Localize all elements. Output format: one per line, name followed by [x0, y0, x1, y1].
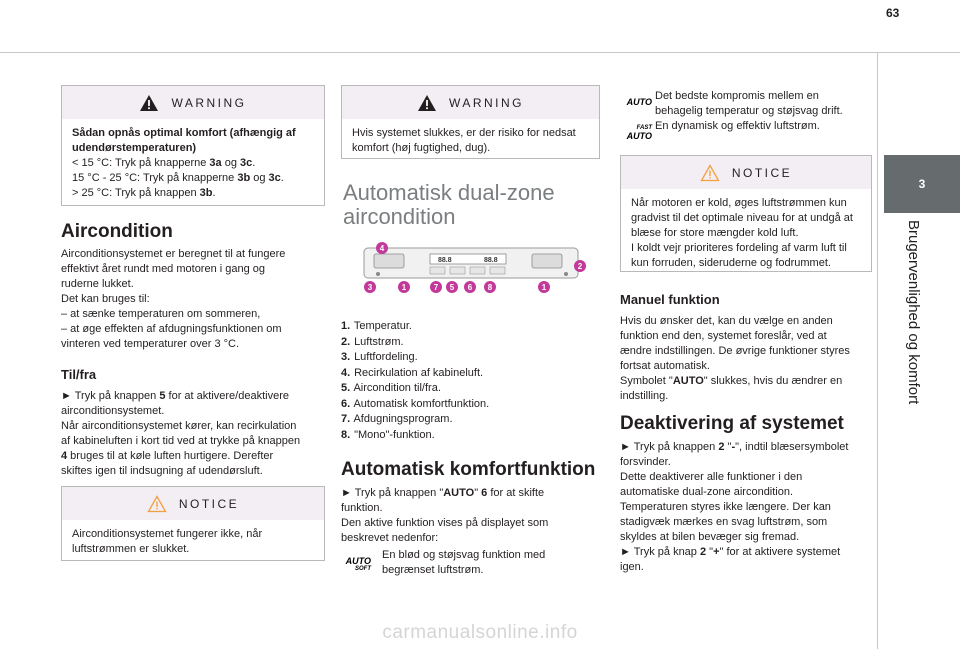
- callout-5: [446, 281, 458, 293]
- svg-text:1: 1: [401, 283, 407, 292]
- aircondition-body: Airconditionsystemet er beregnet til at fungere effektivt året rundt med motoren i gang og ruderne lukket. Det kan bruges til: – at sænke temperaturen om sommeren, – at øge effekten af afdugningsfunktionen om vinteren ved temperaturer over 3 °C.: [61, 248, 286, 350]
- notice-icon: [700, 164, 720, 182]
- notice-box-3: [620, 155, 872, 272]
- warning-box-1: [61, 85, 325, 206]
- legend-list: [341, 319, 601, 443]
- auto-fast-icon: FAST AUTO: [626, 125, 652, 141]
- callout-2: [574, 260, 586, 272]
- callout-1a: [398, 281, 410, 293]
- list-item: 3. Luftfordeling.: [341, 351, 418, 363]
- warning-title: WARNING: [448, 95, 525, 110]
- page-number: 63: [886, 6, 900, 20]
- auto-comfort-title: Automatisk komfortfunktion: [341, 459, 596, 480]
- aircondition-title: Aircondition: [61, 221, 173, 242]
- warning-line-3: > 25 °C: Tryk på knappen 3b.: [72, 187, 216, 199]
- warning-box-2: [341, 85, 600, 159]
- auto-soft-text: En blød og støjsvag funktion med begrænset luftstrøm.: [382, 549, 546, 576]
- svg-text:4: 4: [379, 244, 385, 253]
- notice-icon: [147, 495, 167, 513]
- auto-normal-text: Det bedste kompromis mellem en behagelig temperatur og støjsvag drift. En dynamisk og effektiv luftstrøm.: [655, 90, 843, 132]
- deactivation-title: Deaktivering af systemet: [620, 413, 844, 434]
- warning-heading: Sådan opnås optimal komfort (afhængig af udendørstemperaturen): [72, 127, 296, 154]
- callout-6: [464, 281, 476, 293]
- warning-body: Hvis systemet slukkes, er der risiko for nedsat komfort (høj fugtighed, dug).: [352, 127, 576, 154]
- callout-8: [484, 281, 496, 293]
- svg-text:6: 6: [467, 283, 473, 292]
- warning-icon: [139, 94, 159, 112]
- svg-text:7: 7: [433, 283, 439, 292]
- deactivation-body: ► Tryk på knappen 2 "-", indtil blæsersymbolet forsvinder. Dette deaktiverer alle funktioner i den automatiske dual-zone aircondition. Temperaturen styres ikke længere. Der kan stadigvæk mærkes en svag luftstrøm, som skyldes at bilen bevæger sig fremad. ► Tryk på knap 2 "+" for at aktivere systemet igen.: [620, 441, 849, 573]
- svg-text:3: 3: [367, 283, 373, 292]
- svg-text:5: 5: [449, 283, 455, 292]
- list-item: 5. Aircondition til/fra.: [341, 382, 441, 394]
- callout-1b: [538, 281, 550, 293]
- notice-title: NOTICE: [731, 165, 793, 180]
- list-item: 6. Automatisk komfortfunktion.: [341, 397, 490, 410]
- svg-text:8: 8: [487, 283, 493, 292]
- watermark[interactable]: carmanualsonline.info: [382, 622, 578, 643]
- top-rule: [0, 52, 960, 53]
- tilfra-title: Til/fra: [61, 367, 97, 382]
- chapter-title: Brugervenlighed og komfort: [905, 220, 922, 405]
- manual-body: Hvis du ønsker det, kan du vælge en anden funktion end den, systemet foreslår, ved at ændre indstillingen. De øvrige funktioner styres fortsat automatisk. Symbolet "AUTO" slukkes, hvis du ændrer en indstilling.: [620, 315, 850, 402]
- manual-title: Manuel funktion: [620, 292, 720, 307]
- list-item: 2. Luftstrøm.: [341, 335, 404, 348]
- notice-body: Når motoren er kold, øges luftstrømmen kun gradvist til det optimale niveau for at undgå at blæse for store mængder kold luft. I koldt vejr prioriteres fordeling af varm luft til kun forruden, sideruderne og fodrummet.: [631, 197, 853, 269]
- notice-body: Airconditionsystemet fungerer ikke, når luftstrømmen er slukket.: [72, 528, 263, 555]
- display-right: 88.8: [484, 257, 498, 264]
- warning-icon: [417, 94, 437, 112]
- list-item: 4. Recirkulation af kabineluft.: [341, 366, 484, 379]
- svg-text:2: 2: [577, 262, 583, 271]
- auto-comfort-body: ► Tryk på knappen "AUTO" 6 for at skifte funktion. Den aktive funktion vises på displayet som beskrevet nedenfor:: [341, 487, 549, 544]
- display-left: 88.8: [438, 257, 452, 264]
- warning-body: [62, 119, 324, 209]
- dualzone-title: Automatisk dual-zone aircondition: [343, 180, 555, 229]
- chapter-tab[interactable]: 3: [884, 155, 960, 213]
- warning-line-2: 15 °C - 25 °C: Tryk på knapperne 3b og 3c.: [72, 172, 284, 184]
- warning-header: [342, 86, 599, 119]
- warning-header: [62, 86, 324, 119]
- list-item: 7. Afdugningsprogram.: [341, 413, 453, 425]
- list-item: 8. "Mono"-funktion.: [341, 428, 435, 441]
- warning-title: WARNING: [171, 95, 247, 110]
- chapter-title-wrap: [884, 220, 960, 610]
- right-rule: [877, 53, 878, 649]
- climate-panel-illustration: [360, 240, 590, 298]
- callout-3: [364, 281, 376, 293]
- callout-7: [430, 281, 442, 293]
- warning-line-1: < 15 °C: Tryk på knapperne 3a og 3c.: [72, 157, 256, 169]
- notice-header: [62, 487, 324, 520]
- notice-header: [621, 156, 871, 189]
- notice-title: NOTICE: [178, 496, 240, 511]
- list-item: 1. Temperatur.: [341, 320, 412, 332]
- auto-normal-icon: AUTO: [626, 97, 652, 107]
- tilfra-body: ► Tryk på knappen 5 for at aktivere/deaktivere airconditionsystemet. Når airconditionsystemet kører, kan recirkulation af kabineluften i kort tid ved at trykke på knappen 4 bruges til at køle luften hurtigere. Derefter skiftes igen til indsugning af udendørsluft.: [61, 390, 301, 477]
- notice-box-1: [61, 486, 325, 561]
- svg-text:1: 1: [541, 283, 547, 292]
- auto-soft-icon: AUTO SOFT: [345, 556, 371, 572]
- callout-4: [376, 242, 388, 254]
